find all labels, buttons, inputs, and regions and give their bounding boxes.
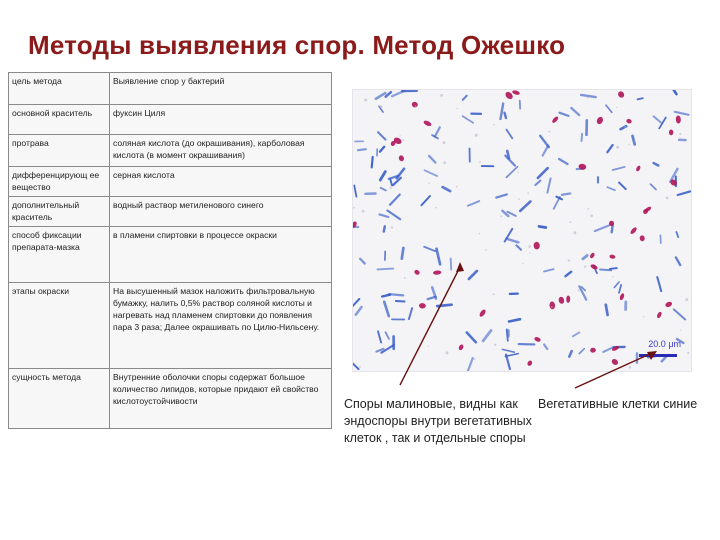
vegetative-cell <box>378 331 381 342</box>
debris-particle <box>522 263 524 265</box>
debris-particle <box>679 133 681 135</box>
spore <box>411 101 418 108</box>
vegetative-cell <box>613 167 625 170</box>
vegetative-cell <box>382 295 390 297</box>
vegetative-cell <box>619 183 626 190</box>
debris-particle <box>362 210 365 213</box>
debris-particle <box>493 124 495 126</box>
row-key: этапы окраски <box>9 283 110 369</box>
vegetative-cell <box>610 268 617 269</box>
method-table <box>8 72 332 429</box>
debris-particle <box>353 207 355 209</box>
debris-particle <box>518 198 520 200</box>
spore <box>656 311 662 319</box>
debris-particle <box>578 289 580 291</box>
spore <box>534 336 542 343</box>
debris-particle <box>391 214 392 215</box>
vegetative-cell <box>467 333 476 343</box>
debris-particle <box>399 135 400 136</box>
vegetative-cell <box>381 188 386 191</box>
micrograph-image <box>352 89 692 372</box>
spore <box>629 226 637 235</box>
vegetative-cell <box>409 308 412 319</box>
vegetative-cell <box>384 302 389 316</box>
vegetative-cell <box>566 272 572 276</box>
vegetative-cell <box>678 191 690 195</box>
debris-particle <box>685 298 688 301</box>
row-value: соляная кислота (до окрашивания), карболовая кислота (в момент окрашивания) <box>110 135 332 167</box>
vegetative-cell <box>429 156 435 163</box>
vegetative-cell <box>384 226 385 231</box>
debris-particle <box>404 277 406 279</box>
vegetative-cell <box>595 225 609 231</box>
debris-particle <box>391 226 393 228</box>
spore <box>611 358 620 366</box>
debris-particle <box>443 141 446 144</box>
vegetative-cell <box>676 257 680 265</box>
debris-particle <box>551 306 553 308</box>
vegetative-cell <box>380 147 384 152</box>
vegetative-cell <box>396 301 405 302</box>
vegetative-cell <box>539 226 546 227</box>
row-key: дополнительный краситель <box>9 197 110 227</box>
spore <box>676 115 682 123</box>
debris-particle <box>518 172 519 173</box>
row-value: На высушенный мазок наложить фильтровальную бумажку, налить 0,5% раствор соляной кислоты и нагревать над пламенем спиртовки до появления пара 3 раза; Далее окрашивать по Цилю-Нильсену. <box>110 283 332 369</box>
row-value: Внутренние оболочки споры содержат большое количество липидов, которые придают ей свойство кислотоустойчивости <box>110 369 332 429</box>
table-row <box>9 135 332 167</box>
spore <box>626 118 633 124</box>
vegetative-cell <box>654 116 661 122</box>
vegetative-cell <box>463 116 474 123</box>
vegetative-cell <box>559 159 568 164</box>
vegetative-cell <box>507 151 509 158</box>
vegetative-cell <box>638 98 643 99</box>
spore <box>551 116 559 124</box>
spore <box>527 360 534 367</box>
debris-particle <box>666 197 669 200</box>
row-value: фуксин Циля <box>110 105 332 135</box>
row-key: способ фиксации препарата-мазка <box>9 227 110 283</box>
vegetative-cell <box>606 305 608 315</box>
vegetative-cell <box>483 331 491 341</box>
debris-particle <box>528 245 531 248</box>
vegetative-cell <box>437 305 451 306</box>
vegetative-cell <box>376 93 385 99</box>
debris-particle <box>428 182 430 184</box>
debris-particle <box>440 94 443 97</box>
vegetative-cell <box>353 361 359 369</box>
debris-particle <box>390 187 392 189</box>
spore <box>617 90 626 99</box>
table-row <box>9 105 332 135</box>
row-key: сущность метода <box>9 369 110 429</box>
vegetative-cell <box>607 145 612 152</box>
debris-particle <box>624 126 626 128</box>
debris-particle <box>687 352 689 354</box>
vegetative-cell <box>573 332 580 336</box>
debris-particle <box>587 97 589 99</box>
debris-particle <box>456 186 458 188</box>
vegetative-cell <box>676 232 678 237</box>
spore-caption: Споры малиновые, видны как эндоспоры внутри вегетативных клеток , так и отдельные споры <box>344 397 532 445</box>
vegetative-cell <box>380 172 385 180</box>
vegetative-cell <box>354 186 356 197</box>
vegetative-cell <box>437 249 441 264</box>
debris-particle <box>435 207 437 209</box>
spore <box>423 119 432 127</box>
spore <box>549 301 555 309</box>
debris-particle <box>590 215 593 218</box>
debris-particle <box>527 192 529 194</box>
vegetative-cell <box>675 112 689 115</box>
vegetative-cell <box>378 132 385 139</box>
vegetative-cell <box>674 309 685 319</box>
vegetative-cell <box>380 214 389 217</box>
vegetative-cell <box>583 256 587 259</box>
vegetative-cell <box>607 187 615 190</box>
scale-label: 20.0 μm <box>648 339 681 349</box>
vegetative-cell <box>540 136 549 147</box>
vegetative-cell <box>535 181 540 185</box>
spore <box>635 165 641 172</box>
table-row <box>9 227 332 283</box>
debris-particle <box>634 140 636 142</box>
vegetative-cell <box>562 194 570 195</box>
debris-particle <box>560 113 562 115</box>
spore <box>589 252 595 259</box>
table-row <box>9 73 332 105</box>
debris-particle <box>475 134 478 137</box>
vegetative-cell <box>425 170 438 176</box>
vegetative-cell <box>614 282 619 288</box>
vegetative-cell <box>579 349 584 354</box>
vegetative-cell <box>502 349 514 352</box>
vegetative-cell <box>654 163 659 165</box>
spore <box>512 90 521 96</box>
vegetative-cell <box>468 358 473 371</box>
vegetative-cell <box>509 319 520 321</box>
row-key: основной краситель <box>9 105 110 135</box>
debris-particle <box>428 346 429 347</box>
vegetative-cell <box>520 202 530 211</box>
debris-particle <box>479 233 481 235</box>
vegetative-cell <box>544 345 547 349</box>
debris-particle <box>494 344 496 346</box>
spore <box>669 129 674 135</box>
vegetative-cell <box>657 277 661 291</box>
table-row <box>9 369 332 429</box>
row-key: цель метода <box>9 73 110 105</box>
debris-particle <box>629 366 632 369</box>
vegetative-cell <box>443 187 451 191</box>
vegetative-cell <box>672 90 677 94</box>
vegetative-cell <box>402 248 404 259</box>
spore <box>665 301 673 308</box>
debris-particle <box>485 249 487 251</box>
row-value: в пламени спиртовки в процессе окраски <box>110 227 332 283</box>
vegetative-cell <box>547 179 550 193</box>
vegetative-cell <box>603 348 612 352</box>
vegetative-cell <box>360 259 365 264</box>
vegetative-cell <box>392 91 404 96</box>
debris-particle <box>643 316 644 317</box>
row-value: серная кислота <box>110 167 332 197</box>
vegetative-cell <box>463 96 467 100</box>
spore <box>478 308 486 317</box>
vegetative-cell <box>544 269 554 271</box>
vegetative-cell <box>505 113 507 118</box>
vegetative-cell <box>651 184 657 189</box>
spore <box>639 235 645 242</box>
debris-particle <box>612 276 613 277</box>
vegetative-cell <box>387 211 400 220</box>
vegetative-cell <box>582 134 583 141</box>
spore <box>590 263 599 270</box>
spore <box>419 303 426 309</box>
debris-particle <box>479 161 481 163</box>
debris-particle <box>584 265 586 267</box>
spore <box>413 269 420 276</box>
vegetative-cell <box>538 168 548 178</box>
vegetative-cell <box>496 194 507 197</box>
debris-particle <box>616 146 619 149</box>
spore <box>619 293 625 301</box>
debris-particle <box>680 330 681 331</box>
debris-particle <box>474 358 476 360</box>
vegetative-cell <box>378 269 394 270</box>
vegetative-cell <box>506 239 518 243</box>
vegetative-cell <box>569 351 571 357</box>
debris-particle <box>415 105 417 107</box>
vegetative-cell <box>633 136 635 145</box>
vegetative-cell <box>424 247 435 251</box>
debris-particle <box>500 215 502 217</box>
vegetative-cell <box>505 156 515 166</box>
micrograph-canvas <box>353 90 691 371</box>
spore <box>558 296 565 304</box>
debris-particle <box>574 231 577 234</box>
vegetative-cell <box>435 127 440 136</box>
row-key: протрава <box>9 135 110 167</box>
spore <box>609 254 616 259</box>
vegetative-cell <box>517 245 522 249</box>
scale-bar <box>639 354 677 357</box>
row-key: дифференцирующ ее вещество <box>9 167 110 197</box>
debris-particle <box>493 293 495 295</box>
vegetative-cell <box>501 104 504 119</box>
vegetative-cell <box>619 285 621 293</box>
table-row <box>9 283 332 369</box>
debris-particle <box>456 108 457 109</box>
vegetative-cell <box>353 299 359 306</box>
vegetative-cell <box>390 195 400 205</box>
vegetative-cell <box>571 108 579 115</box>
table-row <box>9 197 332 227</box>
vegetative-cell <box>505 354 518 357</box>
vegetative-caption: Вегетативные клетки синие <box>538 397 698 411</box>
row-value: водный раствор метиленового синего <box>110 197 332 227</box>
debris-particle <box>359 366 361 368</box>
spore <box>596 116 604 125</box>
spore <box>590 347 596 353</box>
row-value: Выявление спор у бактерий <box>110 73 332 105</box>
spore <box>566 295 570 303</box>
vegetative-cell <box>386 332 389 339</box>
vegetative-cell <box>356 307 362 315</box>
vegetative-cell <box>390 179 392 185</box>
vegetative-cell <box>358 149 366 150</box>
vegetative-cell <box>507 130 513 139</box>
table-row <box>9 167 332 197</box>
vegetative-cell <box>506 167 517 178</box>
vegetative-cell <box>606 105 612 112</box>
debris-particle <box>570 221 572 223</box>
vegetative-cell <box>451 259 452 270</box>
vegetative-cell <box>469 271 477 279</box>
debris-particle <box>403 139 405 141</box>
vegetative-cell <box>662 357 666 361</box>
vegetative-cell <box>557 197 562 200</box>
spore <box>433 270 442 275</box>
debris-particle <box>364 99 367 102</box>
debris-particle <box>587 208 589 210</box>
vegetative-cell <box>468 201 479 206</box>
debris-particle <box>446 351 449 354</box>
spore <box>458 344 464 351</box>
debris-particle <box>548 131 550 133</box>
vegetative-cell <box>372 157 373 167</box>
debris-particle <box>443 161 446 164</box>
spore <box>398 155 405 162</box>
debris-particle <box>529 252 530 253</box>
debris-particle <box>616 107 617 108</box>
spore <box>533 242 540 250</box>
slide-title: Методы выявления спор. Метод Ожешко <box>28 30 566 60</box>
debris-particle <box>628 144 629 145</box>
vegetative-cell <box>422 196 431 205</box>
debris-particle <box>568 259 570 261</box>
debris-particle <box>380 105 383 108</box>
